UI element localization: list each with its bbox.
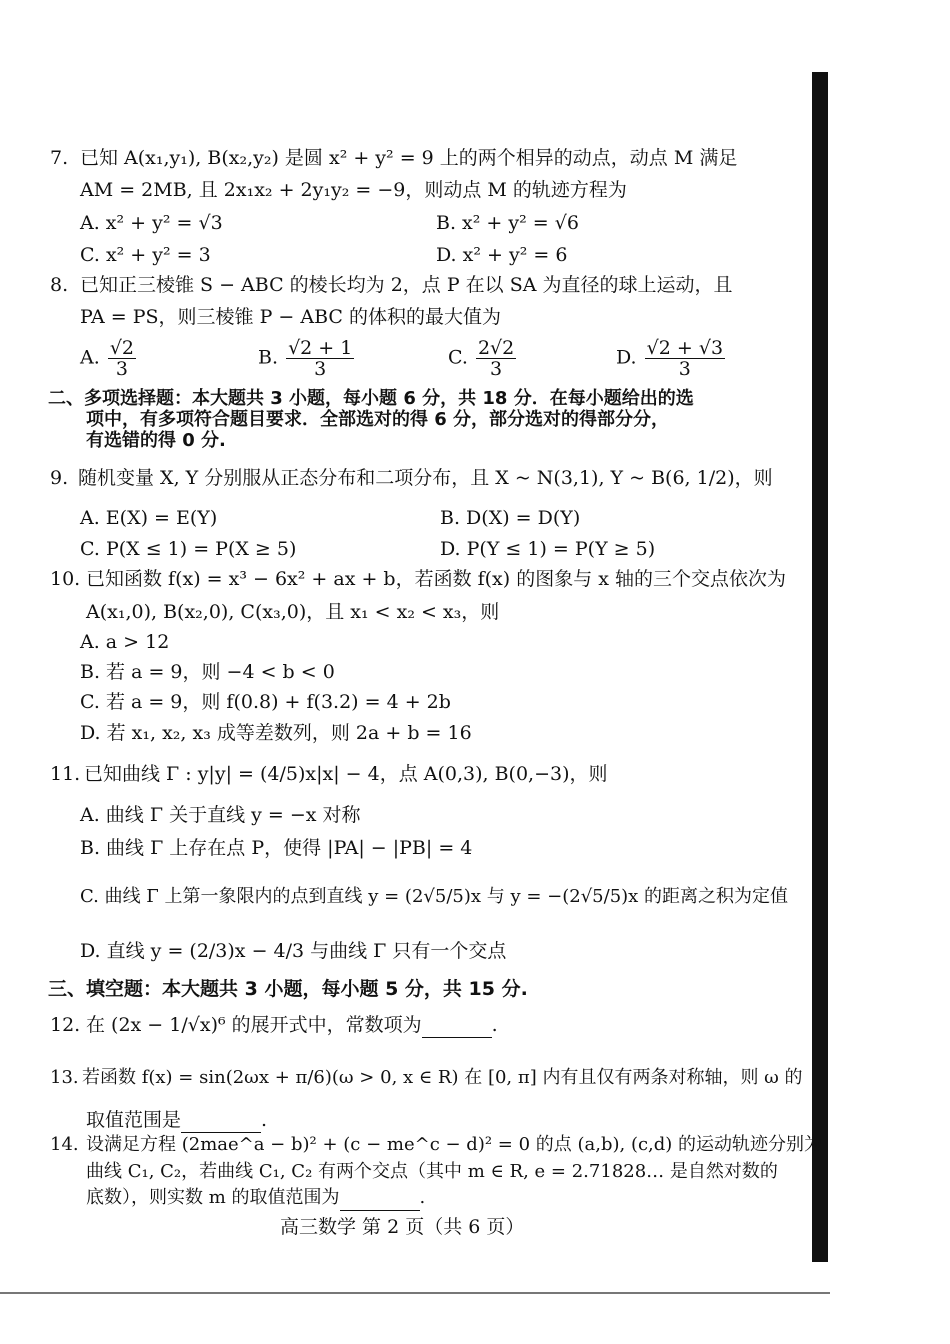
q7-option-b: B. x² + y² = √6 bbox=[436, 212, 579, 234]
q8-stem-line2: PA = PS，则三棱锥 P − ABC 的体积的最大值为 bbox=[80, 306, 501, 328]
q12-stem: 12. 在 (2x − 1/√x)⁶ 的展开式中，常数项为 . bbox=[50, 1014, 498, 1036]
q11-text-1: 已知曲线 Γ : y|y| = (4/5)x|x| − 4，点 A(0,3), B(0,−3)，则 bbox=[84, 763, 608, 785]
q8-option-c: C. $\frac{2√2}{3}$ bbox=[448, 337, 515, 380]
q10-stem-line2: A(x₁,0), B(x₂,0), C(x₃,0)，且 x₁ < x₂ < x₃，则 bbox=[86, 601, 500, 623]
q12-text-1: 在 (2x − 1/√x)⁶ 的展开式中，常数项为 bbox=[86, 1014, 422, 1036]
q8-d-fraction: $\frac{√2 + √3}{3}$ bbox=[646, 337, 724, 380]
q8-c-fraction: $\frac{2√2}{3}$ bbox=[477, 337, 515, 380]
q10-option-a: A. a > 12 bbox=[80, 631, 170, 653]
q11-option-a: A. 曲线 Γ 关于直线 y = −x 对称 bbox=[80, 804, 361, 826]
q13-answer-blank[interactable] bbox=[181, 1108, 261, 1133]
q11-option-b: B. 曲线 Γ 上存在点 P，使得 |PA| − |PB| = 4 bbox=[80, 837, 473, 859]
section2-heading-line3: 有选错的得 0 分. bbox=[86, 430, 226, 451]
q11-stem bbox=[50, 762, 608, 786]
q7-text-1: 已知 A(x₁,y₁), B(x₂,y₂) 是圆 x² + y² = 9 上的两个相异的动点，动点 M 满足 bbox=[80, 147, 738, 169]
q9-option-d: D. P(Y ≤ 1) = P(Y ≥ 5) bbox=[440, 538, 656, 560]
q8-number: 8. bbox=[50, 274, 69, 296]
q12-number: 12. bbox=[50, 1014, 81, 1036]
section3-heading: 三、填空题：本大题共 3 小题，每小题 5 分，共 15 分. bbox=[48, 978, 528, 1000]
q9-stem bbox=[50, 466, 773, 490]
q8-option-a: A. $\frac{√2}{3}$ bbox=[80, 337, 135, 380]
q12-answer-blank[interactable] bbox=[422, 1013, 492, 1038]
q13-number: 13. bbox=[50, 1067, 79, 1088]
page-footer: 高三数学 第 2 页（共 6 页） bbox=[280, 1216, 525, 1238]
scan-bottom-line bbox=[0, 1292, 830, 1294]
q14-stem-line2: 曲线 C₁, C₂，若曲线 C₁, C₂ 有两个交点（其中 m ∈ R, e = 2.71828… 是自然对数的 bbox=[86, 1161, 778, 1182]
q10-option-d: D. 若 x₁, x₂, x₃ 成等差数列，则 2a + b = 16 bbox=[80, 722, 472, 744]
q8-a-fraction: $\frac{√2}{3}$ bbox=[109, 337, 135, 380]
q7-number: 7. bbox=[50, 147, 69, 169]
q11-number: 11. bbox=[50, 763, 81, 785]
q14-stem-line3: 底数），则实数 m 的取值范围为 . bbox=[86, 1186, 425, 1211]
q9-option-b: B. D(X) = D(Y) bbox=[440, 507, 581, 529]
q8-b-fraction: $\frac{√2 + 1}{3}$ bbox=[288, 337, 353, 380]
q8-stem-line1 bbox=[50, 273, 732, 297]
q10-option-c: C. 若 a = 9，则 f(0.8) + f(3.2) = 4 + 2b bbox=[80, 691, 451, 713]
q9-number: 9. bbox=[50, 467, 69, 489]
q14-stem-line1 bbox=[50, 1133, 822, 1157]
q11-option-d: D. 直线 y = (2/3)x − 4/3 与曲线 Γ 只有一个交点 bbox=[80, 940, 507, 962]
q7-stem-line2: AM = 2MB, 且 2x₁x₂ + 2y₁y₂ = −9，则动点 M 的轨迹方程为 bbox=[80, 179, 627, 201]
section2-heading-line1: 二、多项选择题：本大题共 3 小题，每小题 6 分，共 18 分．在每小题给出的选 bbox=[48, 388, 694, 409]
q13-stem-line1 bbox=[50, 1066, 803, 1090]
q10-option-b: B. 若 a = 9，则 −4 < b < 0 bbox=[80, 661, 335, 683]
q11-option-c: C. 曲线 Γ 上第一象限内的点到直线 y = (2√5/5)x 与 y = −(2√5/5)x 的距离之积为定值 bbox=[80, 886, 789, 907]
q8-option-b: B. $\frac{√2 + 1}{3}$ bbox=[258, 337, 353, 380]
q7-option-d: D. x² + y² = 6 bbox=[436, 244, 568, 266]
section2-heading-line2: 项中，有多项符合题目要求．全部选对的得 6 分，部分选对的得部分分， bbox=[86, 409, 670, 430]
q13-text-1: 若函数 f(x) = sin(2ωx + π/6)(ω > 0, x ∈ R) 在 [0, π] 内有且仅有两条对称轴，则 ω 的 bbox=[82, 1067, 803, 1088]
q14-text-1: 设满足方程 (2mae^a − b)² + (c − me^c − d)² = 0 的点 (a,b), (c,d) 的运动轨迹分别为 bbox=[86, 1134, 823, 1155]
q9-option-a: A. E(X) = E(Y) bbox=[80, 507, 218, 529]
q9-option-c: C. P(X ≤ 1) = P(X ≥ 5) bbox=[80, 538, 297, 560]
q10-number: 10. bbox=[50, 568, 81, 590]
q9-text-1: 随机变量 X, Y 分别服从正态分布和二项分布，且 X ~ N(3,1), Y ~ B(6, 1/2)，则 bbox=[78, 467, 773, 489]
q10-text-1: 已知函数 f(x) = x³ − 6x² + ax + b，若函数 f(x) 的图象与 x 轴的三个交点依次为 bbox=[86, 568, 787, 590]
q8-option-d: D. $\frac{√2 + √3}{3}$ bbox=[616, 337, 724, 380]
q7-stem-line1 bbox=[50, 146, 737, 170]
q14-answer-blank[interactable] bbox=[340, 1186, 420, 1211]
q10-stem-line1 bbox=[50, 567, 786, 591]
q7-option-a: A. x² + y² = √3 bbox=[80, 212, 223, 234]
q14-number: 14. bbox=[50, 1134, 79, 1155]
q7-option-c: C. x² + y² = 3 bbox=[80, 244, 211, 266]
scan-edge-shadow bbox=[812, 72, 828, 1262]
q13-stem-line2: 取值范围是 . bbox=[86, 1109, 268, 1131]
q8-text-1: 已知正三棱锥 S − ABC 的棱长均为 2，点 P 在以 SA 为直径的球上运动，且 bbox=[80, 274, 733, 296]
